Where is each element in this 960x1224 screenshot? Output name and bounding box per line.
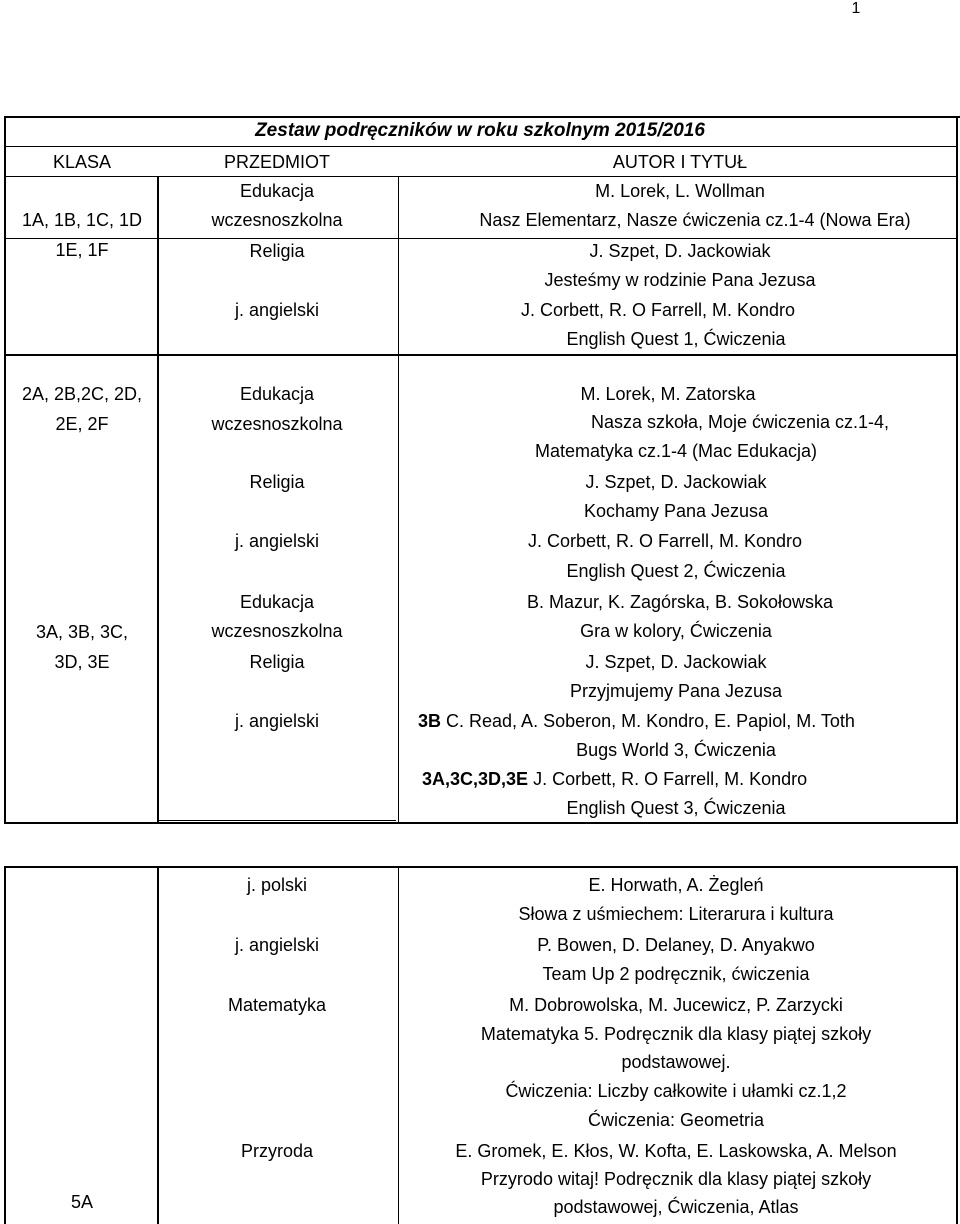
subject-name: Przyroda [240,1141,314,1161]
subject-name: j. angielski [234,711,320,731]
author: J. Szpet, D. Jackowiak [589,241,771,261]
class-prefix: 3A,3C,3D,3E [422,769,529,789]
author: J. Corbett, R. O Farrell, M. Kondro [520,300,796,320]
book-title: Jesteśmy w rodzinie Pana Jezusa [544,270,816,290]
subject-name: Edukacja [239,384,315,404]
book-title: Nasz Elementarz, Nasze ćwiczenia cz.1-4 (Nowa Era) [479,210,911,230]
book-title: Ćwiczenia: Liczby całkowite i ułamki cz.1,2 [505,1081,847,1101]
class-label: 3D, 3E [54,652,110,672]
author: E. Horwath, A. Żegleń [588,875,764,895]
english-entry-3b [418,711,855,732]
subject-name: Edukacja [239,181,315,201]
header-autor: AUTOR I TYTUŁ [612,152,748,172]
class-label: 2E, 2F [55,414,109,434]
subject-name: Edukacja [239,592,315,612]
book-title: English Quest 1, Ćwiczenia [566,329,786,349]
book-title: English Quest 2, Ćwiczenia [566,561,786,581]
author: M. Lorek, M. Zatorska [580,384,756,404]
book-title: podstawowej. [621,1052,731,1072]
author: J. Corbett, R. O Farrell, M. Kondro [527,531,803,551]
subject-name: Matematyka [227,995,327,1015]
book-title: Przyrodo witaj! Podręcznik dla klasy piątej szkoły [480,1169,872,1189]
book-title: Bugs World 3, Ćwiczenia [576,740,776,760]
subject-name: Religia [249,472,305,492]
author: J. Corbett, R. O Farrell, M. Kondro [528,769,808,789]
author: P. Bowen, D. Delaney, D. Anyakwo [537,935,815,955]
subject-name: j. polski [246,875,308,895]
book-title: Matematyka cz.1-4 (Mac Edukacja) [534,441,818,461]
author: M. Lorek, L. Wollman [595,181,765,201]
author: J. Szpet, D. Jackowiak [585,472,767,492]
book-title: Nasza szkoła, Moje ćwiczenia cz.1-4, [590,412,890,432]
class-label: 3A, 3B, 3C, [35,622,129,642]
subject-name: j. angielski [234,531,320,551]
header-przedmiot: PRZEDMIOT [224,152,330,172]
class-label: 5A [70,1192,94,1212]
author: M. Dobrowolska, M. Jucewicz, P. Zarzycki [509,995,843,1015]
book-title: Kochamy Pana Jezusa [583,501,769,521]
document-title: Zestaw podręczników w roku szkolnym 2015/2016 [255,120,705,141]
subject-name: wczesnoszkolna [211,210,343,230]
book-title: Matematyka 5. Podręcznik dla klasy piątej szkoły [480,1024,872,1044]
subject-name: j. angielski [234,300,320,320]
header-klasa: KLASA [52,152,112,172]
subject-name: Religia [249,652,305,672]
class-prefix: 3B [418,711,442,731]
book-title: Przyjmujemy Pana Jezusa [569,681,783,701]
subject-name: wczesnoszkolna [211,621,343,641]
book-title: English Quest 3, Ćwiczenia [566,798,786,818]
book-title: Team Up 2 podręcznik, ćwiczenia [542,964,810,984]
author: B. Mazur, K. Zagórska, B. Sokołowska [526,592,834,612]
class-label: 1E, 1F [55,240,109,260]
subject-name: Religia [249,241,305,261]
subject-name: j. angielski [234,935,320,955]
page-number: 1 [851,0,861,17]
author: C. Read, A. Soberon, M. Kondro, E. Papiol, M. Toth [441,711,855,731]
book-title: podstawowej, Ćwiczenia, Atlas [553,1197,799,1217]
book-title: Gra w kolory, Ćwiczenia [580,621,772,641]
author: J. Szpet, D. Jackowiak [585,652,767,672]
book-title: Ćwiczenia: Geometria [587,1110,765,1130]
class-label: 2A, 2B,2C, 2D, [21,384,143,404]
class-label: 1A, 1B, 1C, 1D [21,210,143,230]
english-entry-3a [422,769,807,790]
subject-name: wczesnoszkolna [211,414,343,434]
book-title: Słowa z uśmiechem: Literarura i kultura [518,904,834,924]
author: E. Gromek, E. Kłos, W. Kofta, E. Laskowska, A. Melson [455,1141,897,1161]
